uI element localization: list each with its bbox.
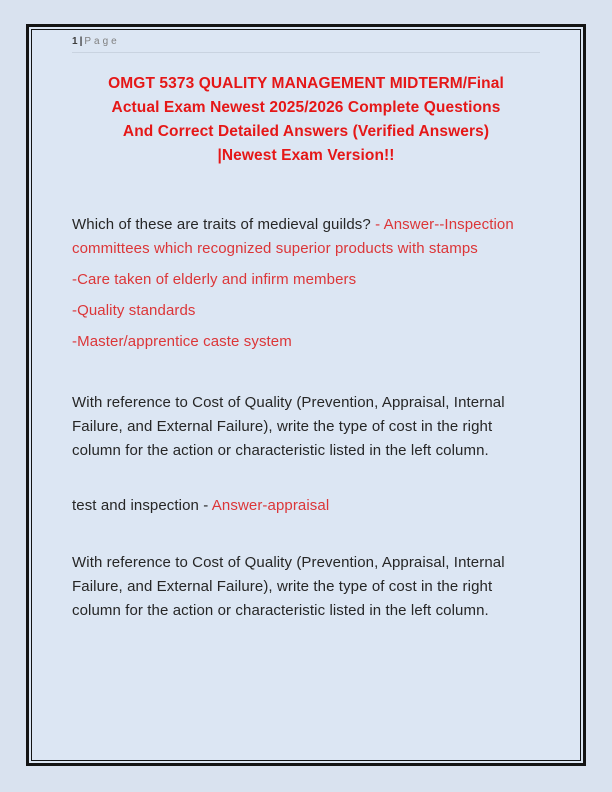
page-content-area bbox=[31, 29, 581, 761]
question-1-answer-option: -Quality standards bbox=[72, 302, 196, 319]
question-1-answer-option: -Care taken of elderly and infirm members bbox=[72, 271, 357, 288]
document-page bbox=[26, 24, 586, 766]
document-title bbox=[72, 72, 540, 168]
page-header-label: Page bbox=[84, 36, 120, 47]
question-1-answer-option: -Master/apprentice caste system bbox=[72, 333, 292, 350]
question-3-answer: Answer-appraisal bbox=[211, 497, 330, 514]
question-3-paragraph bbox=[72, 494, 540, 518]
page-header-separator: | bbox=[79, 36, 83, 47]
title-line-4: |Newest Exam Version!! bbox=[217, 147, 395, 164]
question-1-paragraph bbox=[72, 213, 540, 261]
question-3-text: test and inspection - bbox=[72, 497, 212, 514]
page-header bbox=[72, 35, 540, 53]
question-4-paragraph: With reference to Cost of Quality (Prevention, Appraisal, Internal Failure, and External Failure), write the type of cost in the right column for the action or characteristic listed in the left column. bbox=[72, 554, 505, 619]
title-line-2: Actual Exam Newest 2025/2026 Complete Questions bbox=[111, 99, 501, 116]
question-1-answer: - Answer--Inspection committees which recognized superior products with stamps bbox=[72, 216, 514, 257]
page-number: 1 bbox=[72, 36, 79, 47]
title-line-1: OMGT 5373 QUALITY MANAGEMENT MIDTERM/Final bbox=[108, 75, 504, 92]
question-2-paragraph: With reference to Cost of Quality (Prevention, Appraisal, Internal Failure, and External Failure), write the type of cost in the right column for the action or characteristic listed in the left column. bbox=[72, 394, 505, 459]
title-line-3: And Correct Detailed Answers (Verified Answers) bbox=[122, 123, 490, 140]
question-1-text: Which of these are traits of medieval guilds? bbox=[72, 216, 376, 233]
